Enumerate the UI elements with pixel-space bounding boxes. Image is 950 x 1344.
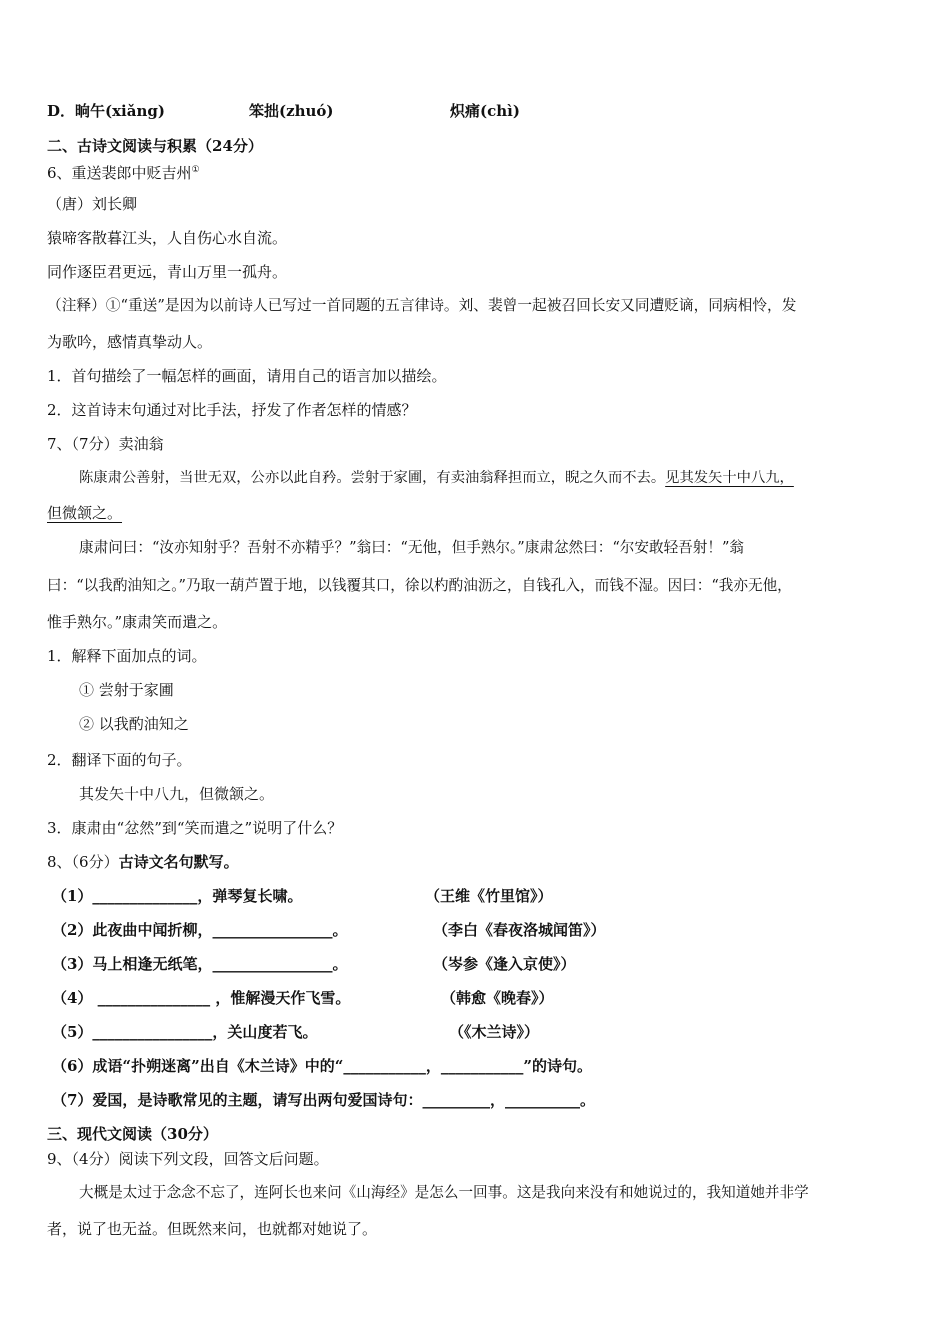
q7-underlined-sentence: 见其发矢十中八九， bbox=[665, 470, 794, 486]
q8-title-text: 古诗文名句默写。 bbox=[118, 853, 239, 871]
q7-title: 7、（7分）卖油翁 bbox=[47, 435, 164, 453]
q6-note-line-2: 为歌吟，感情真挚动人。 bbox=[47, 333, 213, 351]
q7-sub-1-b: ② 以我酌油知之 bbox=[79, 715, 189, 733]
option-d-word-2: 笨拙(zhuó) bbox=[249, 102, 334, 120]
q8-item-5: （5）________________，关山度若飞。 bbox=[52, 1023, 318, 1041]
q8-title bbox=[47, 851, 239, 873]
q6-sub-1: 1．首句描绘了一幅怎样的画面，请用自己的语言加以描绘。 bbox=[47, 367, 447, 385]
q6-sub-2: 2．这首诗末句通过对比手法，抒发了作者怎样的情感？ bbox=[47, 401, 417, 419]
option-d-label: D． bbox=[47, 102, 76, 120]
section-3-title: 三、现代文阅读（30分） bbox=[47, 1125, 218, 1143]
q8-item-5-source: （《木兰诗》） bbox=[449, 1023, 540, 1041]
option-d-word-1: 晌午(xiǎng) bbox=[75, 102, 165, 120]
q7-para-1-line-1 bbox=[79, 467, 794, 489]
q8-item-1-source: （王维《竹里馆》） bbox=[425, 887, 553, 905]
q8-item-2: （2）此夜曲中闻折柳，________________。 bbox=[52, 921, 348, 939]
section-2-title: 二、古诗文阅读与积累（24分） bbox=[47, 137, 263, 155]
q6-poem-line-1: 猿啼客散暮江头，人自伤心水自流。 bbox=[47, 229, 288, 247]
q7-para-1-line-2: 但微颔之。 bbox=[47, 504, 123, 522]
option-d bbox=[47, 100, 75, 122]
q7-sub-2-sentence: 其发矢十中八九，但微颔之。 bbox=[79, 785, 275, 803]
q8-item-6: （6）成语“扑朔迷离”出自《木兰诗》中的“___________，___________”的诗句。 bbox=[52, 1057, 592, 1075]
q7-sub-1-a: ① 尝射于家圃 bbox=[79, 681, 174, 699]
q6-poem-line-2: 同作逐臣君更远，青山万里一孤舟。 bbox=[47, 263, 288, 281]
q7-para-1-text: 陈康肃公善射，当世无双，公亦以此自矜。尝射于家圃，有卖油翁释担而立，睨之久而不去。 bbox=[79, 470, 666, 486]
q8-item-1: （1）______________，弹琴复长啸。 bbox=[52, 887, 303, 905]
q7-para-2-line-1: 康肃问曰：“汝亦知射乎？吾射不亦精乎？”翁曰：“无他，但手熟尔。”康肃忿然曰：“尔安敢轻吾射！”翁 bbox=[79, 539, 744, 556]
q7-sub-2: 2．翻译下面的句子。 bbox=[47, 751, 192, 769]
q7-sub-1: 1．解释下面加点的词。 bbox=[47, 647, 207, 665]
q8-item-4-source: （韩愈《晚春》） bbox=[441, 989, 554, 1007]
q7-para-2-line-2: 曰：“以我酌油知之。”乃取一葫芦置于地，以钱覆其口，徐以杓酌油沥之，自钱孔入，而钱不湿。因曰：“我亦无他， bbox=[47, 577, 792, 594]
q6-title-text: 6、重送裴郎中贬吉州 bbox=[47, 164, 192, 182]
q6-note-mark: ① bbox=[191, 165, 200, 175]
q8-item-3: （3）马上相逢无纸笔，________________。 bbox=[52, 955, 348, 973]
option-d-word-3: 炽痛(chì) bbox=[450, 102, 520, 120]
q6-title bbox=[47, 159, 200, 184]
q8-item-7: （7）爱国，是诗歌常见的主题，请写出两句爱国诗句：_________，__________。 bbox=[52, 1091, 595, 1109]
q9-para-line-2: 者，说了也无益。但既然来问，也就都对她说了。 bbox=[47, 1220, 378, 1238]
q7-sub-3: 3．康肃由“忿然”到“笑而遣之”说明了什么？ bbox=[47, 819, 343, 837]
q7-para-2-line-3: 惟手熟尔。”康肃笑而遣之。 bbox=[47, 613, 228, 631]
q8-item-2-source: （李白《春夜洛城闻笛》） bbox=[433, 921, 606, 939]
q6-note-line-1: （注释）①“重送”是因为以前诗人已写过一首同题的五言律诗。刘、裴曾一起被召回长安又同遭贬谪，同病相怜，发 bbox=[47, 297, 797, 314]
q6-author: （唐）刘长卿 bbox=[47, 195, 138, 213]
q8-prefix: 8、（6分） bbox=[47, 853, 119, 871]
q9-title: 9、（4分）阅读下列文段，回答文后问题。 bbox=[47, 1150, 329, 1168]
q8-item-4: （4） _______________ ，惟解漫天作飞雪。 bbox=[52, 989, 351, 1007]
q9-para-line-1: 大概是太过于念念不忘了，连阿长也来问《山海经》是怎么一回事。这是我向来没有和她说过的，我知道她并非学 bbox=[79, 1184, 809, 1201]
q8-item-3-source: （岑参《逢入京使》） bbox=[433, 955, 576, 973]
